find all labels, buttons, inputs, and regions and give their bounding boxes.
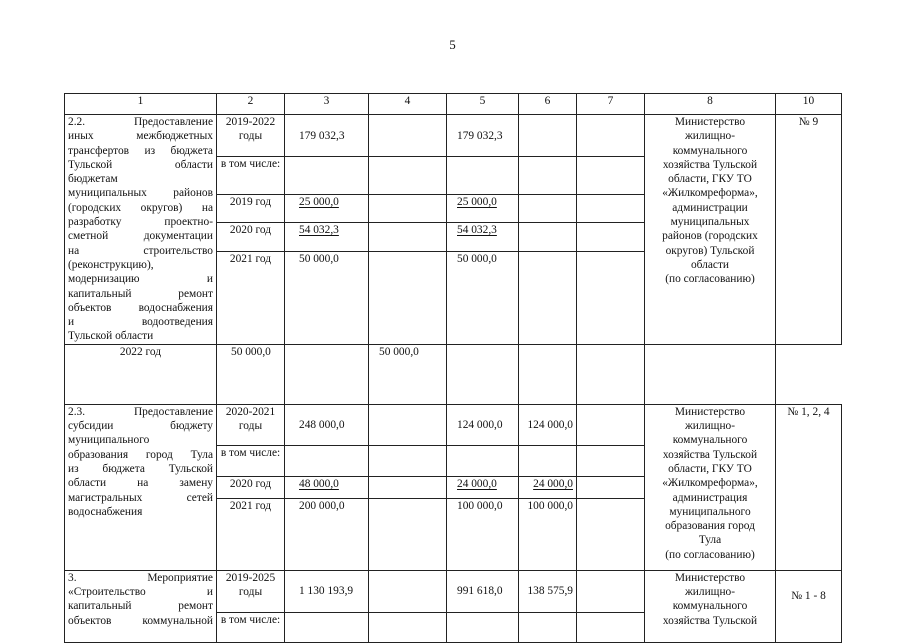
amount-cell — [519, 344, 577, 404]
description-line: объектов коммунальной — [68, 614, 213, 627]
responsible-line: коммунального — [672, 600, 748, 613]
responsible-line: Министерство — [674, 116, 746, 128]
period-cell: 2019-2022 годы — [217, 115, 285, 157]
amount-cell: 50 000,0 — [285, 252, 369, 344]
indicator-numbers-empty — [645, 344, 776, 404]
amount-cell: 100 000,0 — [447, 498, 519, 570]
amount-cell: 138 575,9 — [519, 570, 577, 612]
amount-cell — [519, 476, 577, 498]
amount-cell — [285, 445, 369, 476]
amount-cell — [369, 612, 447, 642]
amount-cell — [577, 252, 645, 344]
description-line: (городских округов) на — [68, 201, 213, 214]
amount-value: 54 032,3 — [299, 223, 339, 236]
column-header: 10 — [776, 94, 842, 115]
description-line: иных межбюджетных — [68, 130, 213, 143]
amount-cell — [447, 445, 519, 476]
period-cell: 2021 год — [217, 498, 285, 570]
indicator-numbers: № 1 - 8 — [776, 570, 842, 642]
amount-cell — [519, 194, 577, 222]
amount-cell: 50 000,0 — [369, 344, 447, 404]
amount-cell — [519, 222, 577, 252]
description-line: 2.3. Предоставление — [68, 405, 213, 418]
period-cell: 2022 год — [65, 344, 217, 404]
responsible-line: жилищно- — [684, 586, 736, 599]
responsible-line: жилищно- — [684, 130, 736, 143]
description-line: образования город Тула — [68, 448, 213, 461]
amount-cell — [519, 115, 577, 157]
amount-cell: 124 000,0 — [519, 404, 577, 445]
table-row — [65, 570, 842, 612]
description-line: из бюджета Тульской — [68, 462, 213, 475]
amount-cell — [577, 570, 645, 612]
amount-cell — [285, 476, 369, 498]
description-line: капитальный ремонт — [68, 287, 213, 300]
description-line: «Строительство и — [68, 586, 213, 599]
responsible-line: муниципальных — [670, 216, 750, 229]
amount-cell — [447, 194, 519, 222]
description-line: 3. Мероприятие — [68, 571, 213, 584]
description-line: бюджетам — [68, 173, 118, 186]
amount-cell — [285, 344, 369, 404]
amount-value: 25 000,0 — [457, 195, 497, 208]
description-line: магистральных сетей — [68, 491, 213, 504]
description-line: на строительство — [68, 244, 213, 257]
responsible-line: администрация — [672, 491, 748, 504]
responsible-executor — [645, 404, 776, 570]
amount-cell — [369, 115, 447, 157]
amount-cell — [447, 476, 519, 498]
program-activities-table — [64, 93, 842, 643]
amount-cell: 50 000,0 — [447, 252, 519, 344]
column-header: 2 — [217, 94, 285, 115]
amount-cell — [285, 612, 369, 642]
amount-cell — [447, 157, 519, 194]
column-header: 1 — [65, 94, 217, 115]
responsible-line: (по согласованию) — [665, 273, 755, 286]
column-header: 8 — [645, 94, 776, 115]
amount-cell: 200 000,0 — [285, 498, 369, 570]
description-line: области на замену — [68, 477, 213, 490]
responsible-line: области — [690, 258, 730, 271]
amount-cell: 991 618,0 — [447, 570, 519, 612]
activity-description — [65, 570, 217, 642]
amount-cell — [285, 157, 369, 194]
description-line: разработку проектно- — [68, 216, 213, 229]
amount-cell — [369, 222, 447, 252]
responsible-line: хозяйства Тульской — [662, 614, 758, 627]
period-cell: в том числе: — [217, 612, 285, 642]
amount-cell — [577, 498, 645, 570]
responsible-line: муниципального — [669, 505, 751, 518]
responsible-line: округов) Тульской — [665, 244, 755, 257]
period-cell: 2019-2025 годы — [217, 570, 285, 612]
indicator-numbers: № 9 — [776, 115, 842, 345]
amount-cell — [369, 570, 447, 612]
amount-cell — [519, 445, 577, 476]
description-line: объектов водоснабжения — [68, 301, 213, 314]
responsible-line: коммунального — [672, 434, 748, 447]
amount-cell — [447, 612, 519, 642]
indicator-numbers: № 1, 2, 4 — [776, 404, 842, 570]
amount-value: 54 032,3 — [457, 223, 497, 236]
amount-value: 48 000,0 — [299, 477, 339, 490]
column-header: 3 — [285, 94, 369, 115]
responsible-line: Тула — [698, 534, 722, 547]
amount-cell: 179 032,3 — [447, 115, 519, 157]
amount-cell — [577, 194, 645, 222]
period-cell: в том числе: — [217, 157, 285, 194]
responsible-line: администрации — [672, 201, 748, 214]
amount-cell: 124 000,0 — [447, 404, 519, 445]
period-cell: 2020 год — [217, 222, 285, 252]
description-line: 2.2. Предоставление — [68, 116, 213, 128]
amount-cell — [369, 498, 447, 570]
responsible-line: Министерство — [674, 405, 746, 418]
amount-cell — [577, 222, 645, 252]
description-line: Тульской области — [68, 158, 213, 171]
period-cell: 2019 год — [217, 194, 285, 222]
amount-cell — [577, 476, 645, 498]
amount-cell — [447, 222, 519, 252]
column-header: 4 — [369, 94, 447, 115]
responsible-line: образования город — [665, 520, 755, 533]
responsible-executor — [645, 570, 776, 642]
responsible-line: хозяйства Тульской — [662, 448, 758, 461]
column-header: 5 — [447, 94, 519, 115]
responsible-line: области, ГКУ ТО — [668, 462, 752, 475]
amount-cell: 248 000,0 — [285, 404, 369, 445]
activity-description — [65, 115, 217, 345]
description-line: субсидии бюджету — [68, 420, 213, 433]
responsible-line: районов (городских — [662, 230, 758, 243]
activity-description — [65, 404, 217, 570]
amount-cell: 100 000,0 — [519, 498, 577, 570]
amount-cell — [577, 612, 645, 642]
description-line: модернизацию и — [68, 273, 213, 286]
description-line: водоснабжения — [68, 505, 143, 518]
amount-cell — [519, 612, 577, 642]
period-cell: 2020-2021 годы — [217, 404, 285, 445]
responsible-line: жилищно- — [684, 420, 736, 433]
responsible-executor — [645, 115, 776, 345]
amount-cell — [577, 115, 645, 157]
description-line: сметной документации — [68, 230, 213, 243]
amount-cell — [369, 252, 447, 344]
responsible-line: коммунального — [672, 144, 748, 157]
description-line: муниципальных районов — [68, 187, 213, 200]
description-line: капитальный ремонт — [68, 600, 213, 613]
description-line: (реконструкцию), — [68, 258, 154, 271]
description-line: и водоотведения — [68, 316, 213, 329]
amount-cell — [369, 476, 447, 498]
amount-value: 25 000,0 — [299, 195, 339, 208]
column-header-row — [65, 94, 842, 115]
amount-cell — [577, 445, 645, 476]
responsible-line: хозяйства Тульской — [662, 158, 758, 171]
responsible-line: (по согласованию) — [665, 548, 755, 561]
description-line: трансфертов из бюджета — [68, 144, 213, 157]
responsible-line: «Жилкомреформа», — [662, 187, 758, 200]
amount-value: 24 000,0 — [457, 477, 497, 490]
amount-cell — [519, 157, 577, 194]
table-row — [65, 344, 842, 404]
period-cell: в том числе: — [217, 445, 285, 476]
amount-value: 24 000,0 — [533, 477, 573, 490]
responsible-line: «Жилкомреформа», — [662, 477, 758, 490]
amount-cell — [369, 194, 447, 222]
responsible-executor-empty — [577, 344, 645, 404]
period-cell: 2021 год — [217, 252, 285, 344]
amount-cell — [285, 194, 369, 222]
column-header: 6 — [519, 94, 577, 115]
column-header: 7 — [577, 94, 645, 115]
table-row — [65, 115, 842, 157]
amount-cell — [285, 222, 369, 252]
amount-cell — [447, 344, 519, 404]
amount-cell — [369, 445, 447, 476]
amount-cell — [519, 252, 577, 344]
responsible-line: области, ГКУ ТО — [668, 173, 752, 186]
responsible-line: Министерство — [674, 571, 746, 584]
table-row — [65, 404, 842, 445]
amount-cell — [369, 157, 447, 194]
period-cell: 2020 год — [217, 476, 285, 498]
description-line: Тульской области — [68, 330, 154, 343]
page-number: 5 — [449, 37, 456, 52]
amount-cell — [369, 404, 447, 445]
amount-cell — [577, 404, 645, 445]
amount-cell: 179 032,3 — [285, 115, 369, 157]
amount-cell: 1 130 193,9 — [285, 570, 369, 612]
amount-cell — [577, 157, 645, 194]
amount-cell: 50 000,0 — [217, 344, 285, 404]
description-line: муниципального — [68, 434, 150, 447]
